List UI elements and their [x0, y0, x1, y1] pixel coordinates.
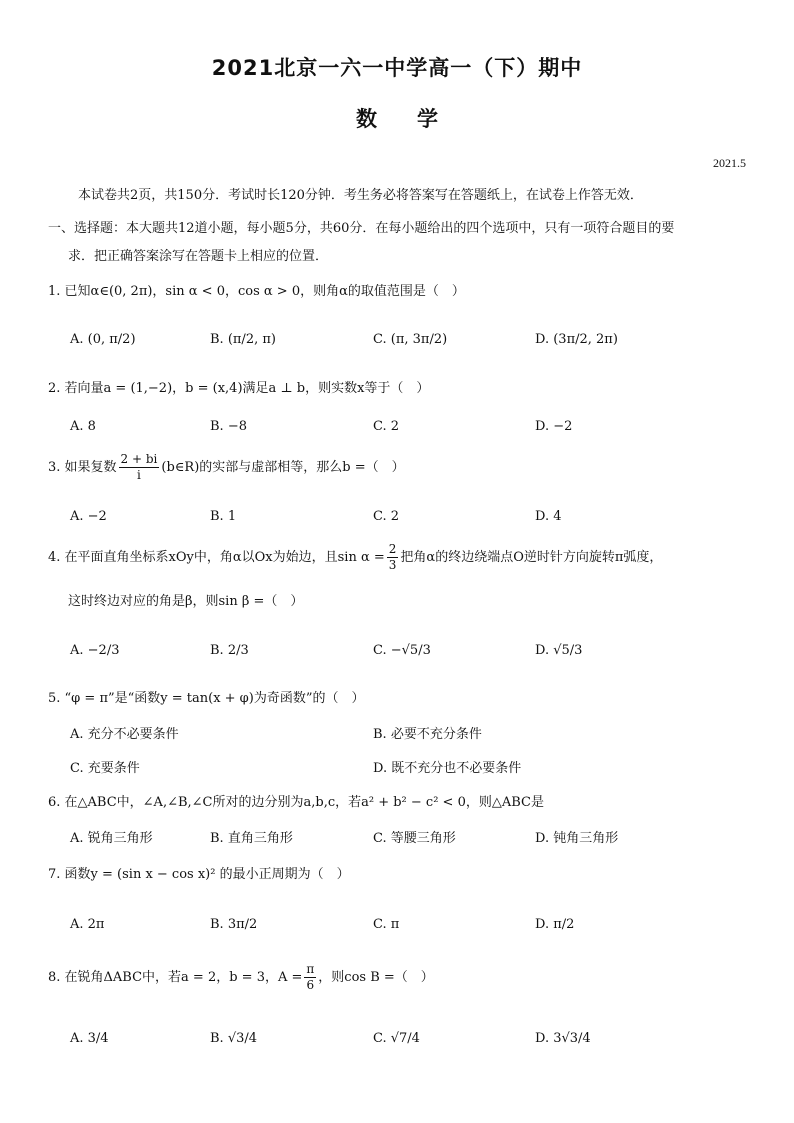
section-heading-line2: 求．把正确答案涂写在答题卡上相应的位置．: [68, 249, 329, 264]
question-2-option-b: B. −8: [210, 419, 247, 434]
question-4-option-a: A. −2/3: [70, 643, 120, 658]
question-5-option-b: B. 必要不充分条件: [373, 727, 482, 742]
question-8-stem-prefix: 8. 在锐角ΔABC中，若a = 2，b = 3，A =: [48, 970, 303, 985]
question-5-option-c: C. 充要条件: [70, 761, 140, 776]
question-2-option-c: C. 2: [373, 419, 400, 434]
question-8-option-a: A. 3/4: [70, 1031, 109, 1046]
question-8-stem: [48, 962, 434, 993]
question-5-option-a: A. 充分不必要条件: [70, 727, 179, 742]
question-3-option-a: A. −2: [70, 509, 107, 524]
question-6-stem: 6. 在△ABC中，∠A,∠B,∠C所对的边分别为a,b,c，若a² + b² − c² < 0，则△ABC是: [48, 795, 544, 810]
exam-date: 2021.5: [713, 156, 746, 170]
question-8-fraction-numerator: π: [306, 962, 315, 976]
question-3-fraction: [119, 452, 160, 483]
question-4-stem-line2: 这时终边对应的角是β，则sin β =（ ）: [68, 594, 304, 609]
question-3-stem-suffix: (b∈R)的实部与虚部相等，那么b =（ ）: [161, 460, 405, 475]
question-1-option-c: C. (π, 3π/2): [373, 332, 448, 347]
question-2-option-d: D. −2: [535, 419, 573, 434]
question-1-stem: 1. 已知α∈(0, 2π)，sin α < 0，cos α > 0，则角α的取值范围是（ ）: [48, 284, 465, 299]
question-4-stem: [48, 542, 662, 573]
question-1-option-b: B. (π/2, π): [210, 332, 276, 347]
question-5-stem: 5. “φ = π”是“函数y = tan(x + φ)为奇函数”的（ ）: [48, 691, 365, 706]
question-7-option-d: D. π/2: [535, 917, 575, 932]
question-4-option-d: D. √5/3: [535, 643, 583, 658]
question-6-option-b: B. 直角三角形: [210, 831, 293, 846]
question-8-option-b: B. √3/4: [210, 1031, 258, 1046]
question-4-option-b: B. 2/3: [210, 643, 249, 658]
question-3-fraction-denominator: i: [137, 468, 141, 482]
question-8-fraction: [304, 962, 316, 993]
question-4-option-c: C. −√5/3: [373, 643, 431, 658]
question-1-option-a: A. (0, π/2): [70, 332, 136, 347]
subject-title: 数学: [356, 107, 478, 131]
question-4-fraction: [387, 542, 399, 573]
question-7-option-c: C. π: [373, 917, 400, 932]
question-4-stem-suffix: 把角α的终边绕端点O逆时针方向旋转π弧度，: [400, 550, 663, 565]
question-8-option-d: D. 3√3/4: [535, 1031, 591, 1046]
exam-instructions: 本试卷共2页，共150分．考试时长120分钟．考生务必将答案写在答题纸上，在试卷上作答无效．: [78, 188, 643, 203]
question-8-fraction-denominator: 6: [306, 978, 315, 992]
question-6-option-c: C. 等腰三角形: [373, 831, 456, 846]
question-3-option-b: B. 1: [210, 509, 237, 524]
question-4-stem-prefix: 4. 在平面直角坐标系xOy中，角α以Ox为始边，且sin α =: [48, 550, 385, 565]
question-4-fraction-denominator: 3: [388, 558, 397, 572]
question-3-option-c: C. 2: [373, 509, 400, 524]
question-3-stem-prefix: 3. 如果复数: [48, 460, 117, 475]
question-3-option-d: D. 4: [535, 509, 562, 524]
question-2-option-a: A. 8: [70, 419, 96, 434]
question-6-option-a: A. 锐角三角形: [70, 831, 153, 846]
question-4-fraction-numerator: 2: [388, 542, 397, 556]
question-5-option-d: D. 既不充分也不必要条件: [373, 761, 522, 776]
section-heading-line1: 一、选择题：本大题共12道小题，每小题5分，共60分．在每小题给出的四个选项中，只有一项符合题目的要: [48, 221, 675, 236]
question-8-stem-suffix: ，则cos B =（ ）: [318, 970, 434, 985]
question-1-option-d: D. (3π/2, 2π): [535, 332, 618, 347]
question-3-stem: [48, 452, 405, 483]
question-7-option-a: A. 2π: [70, 917, 105, 932]
page-title: 2021北京一六一中学高一（下）期中: [211, 56, 583, 80]
question-2-stem: 2. 若向量a = (1,−2)，b = (x,4)满足a ⊥ b，则实数x等于（ ）: [48, 381, 430, 396]
question-3-fraction-numerator: 2 + bi: [120, 452, 158, 466]
question-8-option-c: C. √7/4: [373, 1031, 420, 1046]
question-7-option-b: B. 3π/2: [210, 917, 258, 932]
question-6-option-d: D. 钝角三角形: [535, 831, 619, 846]
question-7-stem: 7. 函数y = (sin x − cos x)² 的最小正周期为（ ）: [48, 867, 350, 882]
